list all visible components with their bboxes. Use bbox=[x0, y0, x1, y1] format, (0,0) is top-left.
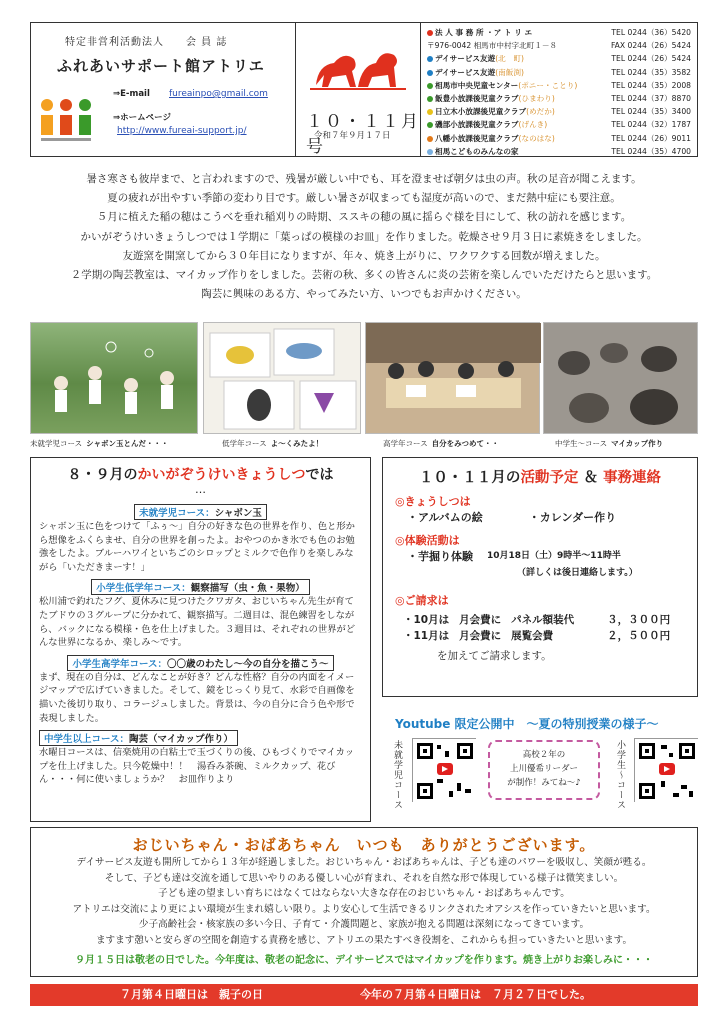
qr-label-left: 未就学児コース bbox=[392, 740, 402, 810]
classroom-report bbox=[30, 457, 371, 822]
thanks-line: 子ども達の望ましい育ちにはなくてはならない大きな存在のおじいちゃん・おばあちゃんです。 bbox=[158, 888, 570, 900]
issue-date: 令和７年９月１７日 bbox=[314, 131, 391, 141]
contact-sub: (ポニー・ことり) bbox=[518, 80, 578, 90]
issue-number: １０・１１月号 bbox=[306, 112, 420, 157]
contact-tel: FAX 0244（26）5424 bbox=[611, 41, 691, 51]
event-heading: ◎体験活動は bbox=[395, 534, 460, 547]
bullet-icon bbox=[427, 96, 433, 102]
section-header: 小学生高学年コース：〇〇歳のわたし～今の自分を描こう～ bbox=[39, 652, 362, 671]
contact-tel: TEL 0244（32）1787 bbox=[611, 120, 691, 130]
contact-name: 〒976-0042 相馬市中村字北町１－８ bbox=[427, 41, 558, 51]
qr-code-right[interactable] bbox=[634, 738, 698, 802]
contact-name: 日立木小放課後児童クラブ bbox=[435, 107, 527, 117]
qr-label-right: 小学生～コース bbox=[615, 740, 625, 810]
section-header: 小学生低学年コース：観察描写（虫・魚・果物） bbox=[39, 576, 362, 595]
intro-line: ２学期の陶芸教室は、マイカップ作りをしました。芸術の秋、多くの皆さんに炎の芸術を楽しんでいただけたらと思います。 bbox=[70, 269, 658, 282]
section-text: 松川浦で釣れたフグ、夏休みに見つけたクワガタ、おじいちゃん先生が育てたブドウの３グループに分かれて、観察描写。二週目は、混色練習をしながら、バックになる模様・色を仕上げました。３週目は、それぞれの世界がどんな世界になるか、楽しみ～です。 bbox=[39, 596, 356, 649]
contact-row bbox=[427, 132, 691, 145]
intro-line: 夏の疲れが出やすい季節の変わり目です。厳しい暑さが収まっても湿度が高いので、まだ熱中症にも要注意。 bbox=[107, 192, 621, 205]
intro-line: ５月に植えた稲の穂はこうべを垂れ稲刈りの時期、ススキの穂の風に揺らぐ様を目にして、秋の訪れを感じます。 bbox=[96, 211, 632, 224]
billing-heading: ◎ご請求は bbox=[395, 594, 449, 607]
thanks-line: デイサービス友遊も開所してから１３年が経過しました。おじいちゃん・おばあちゃんは、子ども達のパワーを吸収し、笑顔が甦る。 bbox=[76, 857, 652, 868]
contact-tel: TEL 0244（35）3582 bbox=[611, 67, 691, 77]
classroom-heading: ◎きょうしつは bbox=[395, 495, 471, 508]
footer-right: 今年の７月第４日曜日は ７月２７日でした。 bbox=[360, 988, 591, 1001]
photo-cups bbox=[543, 322, 698, 434]
event-item: ・芋掘り体験 10月18日（土）9時半～11時半 bbox=[407, 550, 621, 563]
contact-sub: (めだか) bbox=[526, 107, 555, 117]
bullet-icon bbox=[427, 30, 433, 36]
contact-tel: TEL 0244（37）8870 bbox=[611, 94, 691, 104]
contact-sub: (ひまわり) bbox=[518, 94, 555, 104]
contact-name: 磯部小放課後児童クラブ bbox=[435, 120, 519, 130]
contact-row bbox=[427, 92, 691, 105]
intro-line: 陶芸に興味のある方、やってみたい方、いつでもお声かけください。 bbox=[201, 288, 527, 301]
contact-tel: TEL 0244（26）5424 bbox=[611, 54, 691, 64]
email-label: ⇒E-mail bbox=[113, 89, 150, 99]
contact-tel: TEL 0244（36）5420 bbox=[611, 28, 691, 37]
billing-tail: を加えてご請求します。 bbox=[437, 650, 552, 662]
bullet-icon bbox=[427, 122, 433, 128]
classroom-report-title: ８・９月のかいがぞうけいきょうしつでは bbox=[67, 467, 334, 483]
contact-row bbox=[427, 39, 691, 52]
classroom-items: ・アルバムの絵 ・カレンダー作り bbox=[407, 511, 617, 524]
photo-caption: 高学年コース 自分をみつめて・・ bbox=[383, 439, 499, 448]
photo-bubbles bbox=[30, 322, 198, 434]
video-note-bubble: 高校２年の 上川優希リーダー が制作！みてね～♪ bbox=[488, 740, 600, 800]
contact-name: 八幡小放課後児童クラブ bbox=[435, 133, 519, 143]
thanks-line: アトリエは交流により更によい環境が生まれ嬉しい限り。より安心して生活できるリンクされたオアシスを作っていきたいと思います。 bbox=[72, 903, 656, 915]
photo-caption: 未就学児コース シャボン玉とんだ・・・ bbox=[30, 439, 169, 448]
contact-sub: (北 町) bbox=[495, 54, 524, 64]
intro-line: 友遊窯を開窯してから３０年目になりますが、年々、焼き上がりに、ワクワクする回数が増えました。 bbox=[122, 249, 606, 262]
section-header: 中学生以上コース：陶芸（マイカップ作り） bbox=[39, 727, 362, 746]
photo-classroom bbox=[365, 322, 540, 434]
photo-caption: 低学年コース よ～くみたよ！ bbox=[222, 439, 324, 448]
contact-sub: (げんき) bbox=[518, 120, 548, 130]
contact-sub: (南飯渕) bbox=[495, 67, 524, 77]
contact-row bbox=[427, 26, 691, 39]
contact-name: デイサービス友遊 bbox=[435, 67, 496, 77]
email-link[interactable]: fureainpo@gmail.com bbox=[169, 89, 268, 99]
logo-icon bbox=[37, 93, 95, 145]
homepage-label: ⇒ホームページ bbox=[113, 113, 171, 123]
thanks-line: そして、子ども達は交流を通して思いやりのある優しい心が育まれ、それを自然な形で体現している様子は微笑ましい。 bbox=[104, 872, 624, 884]
org-type: 特定非営利活動法人 会 員 誌 bbox=[65, 37, 228, 48]
issue-block bbox=[296, 22, 420, 157]
schedule-title: １０・１１月の活動予定 ＆ 事務連絡 bbox=[418, 470, 662, 486]
intro-line: かいがぞうけいきょうしつでは１学期に「葉っぱの模様のお皿」を作りました。乾燥させ９月３日に素焼きをしました。 bbox=[80, 230, 648, 243]
section-text: まず、現在の自分は、どんなことが好き？どんな性格？自分の内面をイメージマップで広げていきました。そして、鏡をじっくり見て、水彩で自画像を描いた後切り取り、コラージュしました。背景は、今の自分に合う色や形で表現しました。 bbox=[39, 671, 355, 724]
schedule-box bbox=[382, 457, 698, 697]
contact-name: 法 人 事 務 所 ・ア ト リ エ bbox=[435, 28, 533, 37]
title-dots: … bbox=[195, 483, 206, 496]
intro-line: 暑さ寒さも彼岸まで、と言われますので、残暑が厳しい中でも、耳を澄ませば朝夕は虫の声。秋の足音が聞こえます。 bbox=[86, 173, 642, 185]
contact-name: 相馬市中央児童センター bbox=[435, 80, 519, 90]
bullet-icon bbox=[427, 149, 433, 155]
bullet-icon bbox=[427, 70, 433, 76]
bullet-icon bbox=[427, 109, 433, 115]
footer-banner bbox=[30, 984, 698, 1006]
photo-drawings bbox=[203, 322, 361, 434]
section-header: 未就学児コース：シャボン玉 bbox=[39, 501, 362, 520]
contact-row bbox=[427, 105, 691, 118]
qr-code-left[interactable] bbox=[412, 738, 476, 802]
youtube-title: Youtube 限定公開中 ～夏の特別授業の様子～ bbox=[395, 717, 659, 731]
contact-sub: (なのはな) bbox=[518, 133, 555, 143]
bullet-icon bbox=[427, 136, 433, 142]
billing-list bbox=[395, 612, 685, 644]
contact-name: 相馬こどものみんなの家 bbox=[435, 146, 519, 156]
contact-row bbox=[427, 118, 691, 131]
contact-row bbox=[427, 52, 691, 65]
homepage-link[interactable]: http://www.fureai-support.jp/ bbox=[117, 126, 247, 136]
contact-row bbox=[427, 145, 691, 158]
photo-caption: 中学生～コース マイカップ作り bbox=[555, 439, 664, 448]
respect-day-note: ９月１５日は敬老の日でした。今年度は、敬老の記念に、デイサービスではマイカップを作ります。焼き上がりお楽しみに・・・ bbox=[75, 954, 653, 966]
thanks-title: おじいちゃん・おばあちゃん いつも ありがとうございます。 bbox=[132, 836, 596, 854]
event-note: （詳しくは後日連絡します。） bbox=[517, 568, 638, 578]
contact-tel: TEL 0244（35）3400 bbox=[611, 107, 691, 117]
contact-name: 飯豊小放課後児童クラブ bbox=[435, 94, 519, 104]
section-text: 水曜日コースは、信楽焼用の白粘土で玉づくりの後、ひもづくりでマイカップを仕上げました。只今乾燥中！！ 湯呑み茶碗、ミルクカップ、花びん・・・何に使いましょうか？ お皿作りより bbox=[39, 747, 355, 786]
contact-name: デイサービス友遊 bbox=[435, 54, 496, 64]
newsletter-title: ふれあいサポート館アトリエ bbox=[57, 57, 265, 75]
thanks-box bbox=[30, 827, 698, 977]
billing-row: ・10月は 月会費に パネル額装代 ３，３００円 bbox=[403, 614, 671, 626]
contact-tel: TEL 0244（35）2008 bbox=[611, 80, 691, 90]
bullet-icon bbox=[427, 56, 433, 62]
contact-tel: TEL 0244（26）9011 bbox=[611, 133, 691, 143]
footer-left: ７月第４日曜日は 親子の日 bbox=[120, 988, 263, 1001]
contacts bbox=[427, 26, 691, 158]
contact-row bbox=[427, 79, 691, 92]
intro-text bbox=[30, 170, 698, 304]
header-masthead bbox=[30, 22, 296, 157]
contact-tel: TEL 0244（35）4700 bbox=[611, 146, 691, 156]
contact-row bbox=[427, 66, 691, 79]
contact-list bbox=[420, 22, 698, 157]
thanks-line: ますます憩いと安らぎの空間を創造する責務を感じ、アトリエの果たすべき役割を、これからも担っていきたいと思います。 bbox=[95, 934, 633, 946]
thanks-line: 少子高齢社会・核家族の多い今日、子育て・介護問題と、家族が抱える問題は深刻になってきています。 bbox=[138, 919, 590, 931]
billing-row: ・11月は 月会費に 展覧会費 ２，５００円 bbox=[403, 630, 671, 642]
horses-logo-icon bbox=[310, 41, 406, 97]
bullet-icon bbox=[427, 83, 433, 89]
section-text: シャボン玉に色をつけて「ふぅ～」自分の好きな色の世界を作り、色と形から想像をふくらませ、自分の世界を創ったよ。おやつのかき氷でも色のお勉強をしたよ。ブルーハワイといちごのシロップとミルクで色作りを楽しみながら「いただきまーす！」 bbox=[39, 521, 355, 573]
